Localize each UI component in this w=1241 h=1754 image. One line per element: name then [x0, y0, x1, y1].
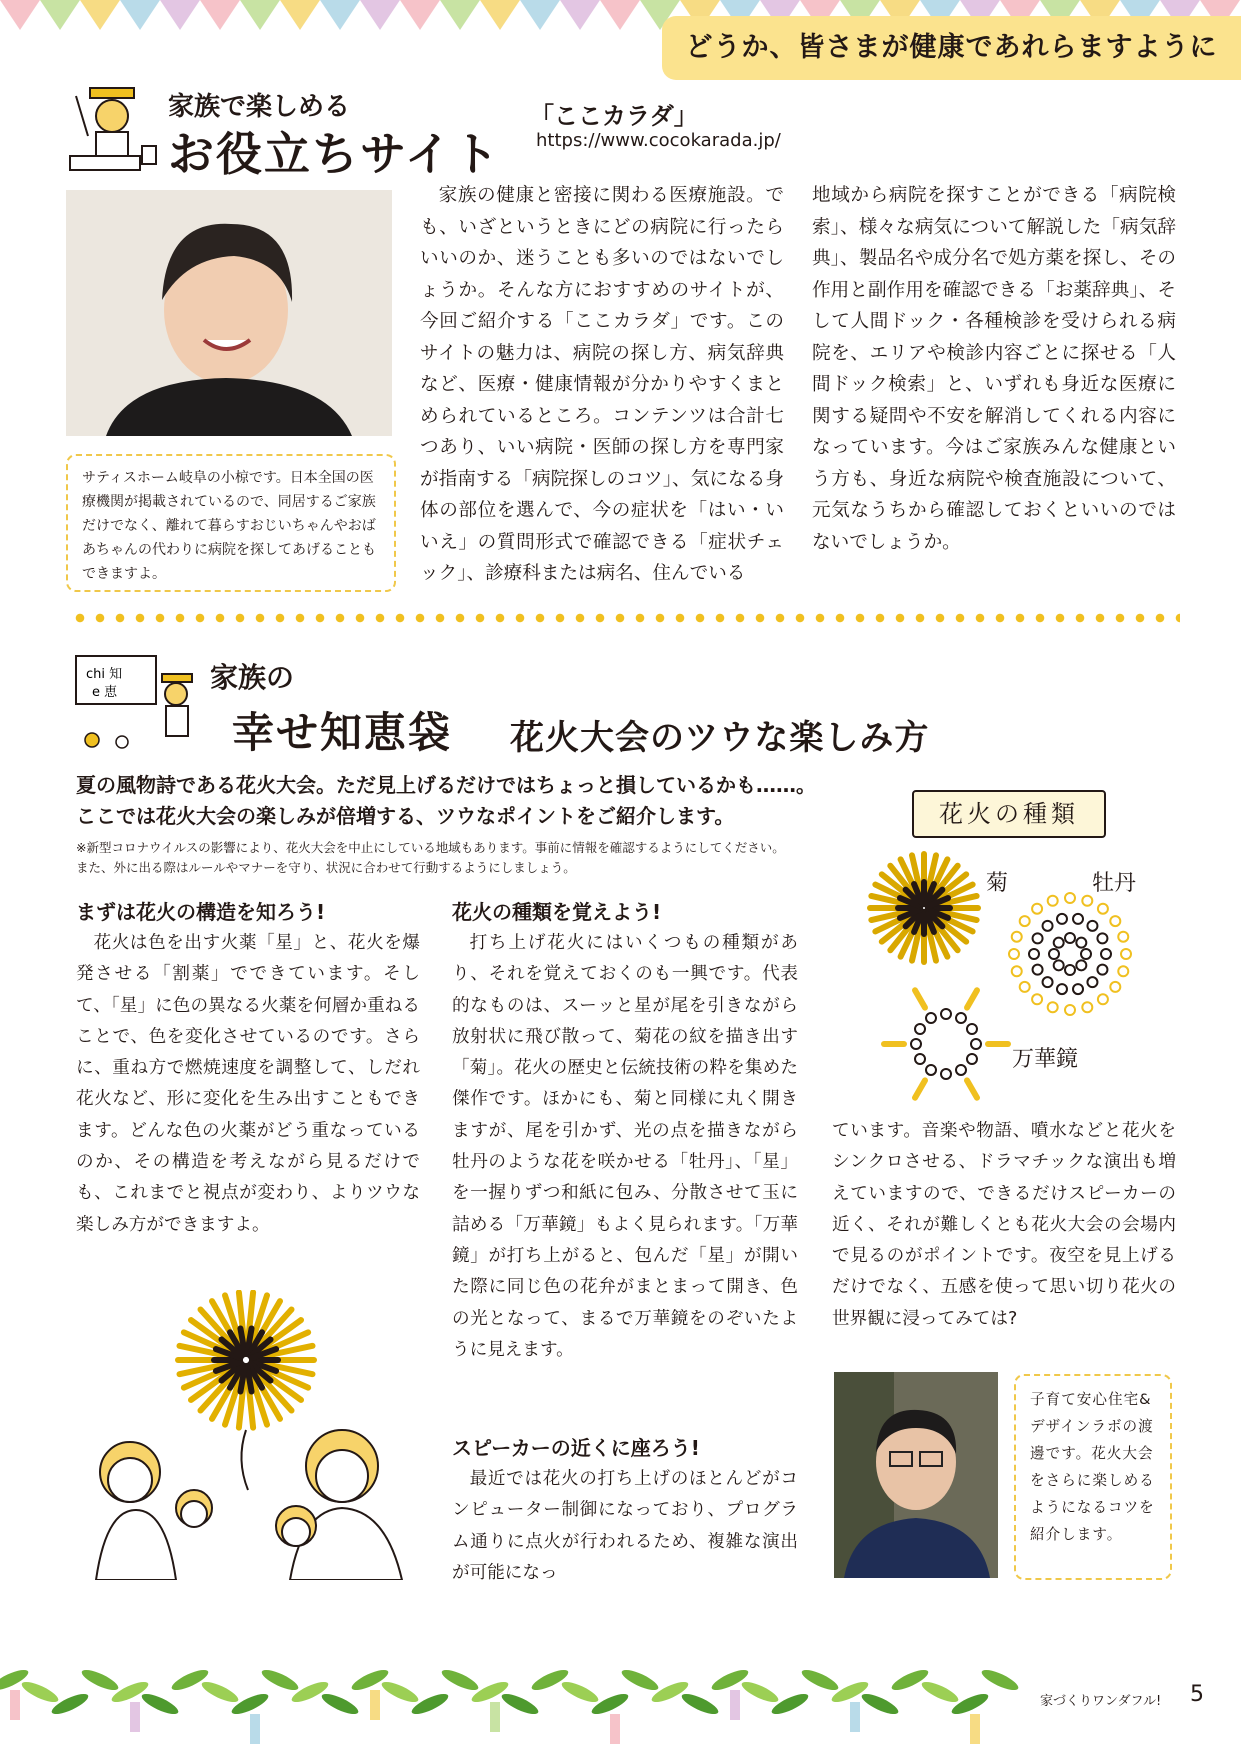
section1-col2: 地域から病院を探すことができる「病院検索」、様々な病気について解説した「病気辞典」、製品名や成分名で処方薬を探し、その作用と副作用を確認できる「お薬辞典」、そして人間ドック・各種検診を受けられる病院を、エリアや検診内容ごとに探せる「人間ドック検索」と、いずれも身近な医療に関する疑問や不安を解消してくれる内容になっています。今はご家族みんな健康という方も、身近な病院や検査施設について、元気なうちから確認しておくといいのではないでしょうか。	[812, 185, 1176, 553]
professor-icon	[66, 86, 166, 176]
svg-text:e 恵: e 恵	[92, 685, 118, 700]
text-types: 打ち上げ花火にはいくつもの種類があり、それを覚えておくのも一興です。代表的なものは、スーッと星が尾を引きながら放射状に飛び散って、菊花の紋を描き出す「菊」。花火の歴史と伝統技術の粋を集めた傑作です。ほかにも、菊と同様に丸く開きますが、尾を引かず、光の点を描きながら牡丹のような花を咲かせる「牡丹」、「星」を一握りずつ和紙に包み、分散させて玉に詰める「万華鏡」もよく見られます。「万華鏡」が打ち上がると、包んだ「星」が開いた際に同じ色の花弁がまとまって開き、色の光となって、まるで万華鏡をのぞいたように見えます。	[452, 933, 798, 1360]
section2-title: 幸せ知恵袋	[232, 708, 453, 757]
blackboard-professor-icon	[72, 652, 200, 752]
family-watching-fireworks-illustration	[76, 1290, 416, 1580]
section1-title: お役立ちサイト	[168, 127, 501, 181]
label-mangekyo: 万華鏡	[1012, 1047, 1079, 1072]
header-banner: どうか、皆さまが健康であれらますように	[662, 16, 1241, 80]
dotted-divider	[70, 612, 1180, 624]
fireworks-types-label: 花火の種類	[912, 790, 1106, 838]
section1-col1: 家族の健康と密接に関わる医療施設。でも、いざというときにどの病院に行ったらいいのか、迷うことも多いのではないでしょうか。そんな方におすすめのサイトが、今回ご紹介する「ここカラダ」です。このサイトの魅力は、病院の探し方、病気辞典など、医療・健康情報が分かりやすくまとめられているところ。コンテンツは合計七つあり、いい病院・医師の探し方を専門家が指南する「病院探しのコツ」、気になる身体の部位を選んで、今の症状を「はい・いいえ」の質問形式で確認できる「症状チェック」、診療科または病名、住んでいる	[420, 185, 784, 584]
text-structure: 花火は色を出す火薬「星」と、花火を爆発させる「割薬」でできています。そして、「星」に色の異なる火薬を何層か重ねることで、色を変化させているのです。さらに、重ね方で燃焼速度を調整して、しだれ花火など、形に変化を生み出すこともできます。どんな色の火薬がどう重なっているのか、その構造を考えながら見るだけでも、これまでと視点が変わり、よりツウな楽しみ方ができますよ。	[76, 933, 420, 1235]
staff-caption: サティスホーム岐阜の小椋です。日本全国の医療機関が掲載されているので、同居するご家族だけでなく、離れて暮らすおじいちゃんやおばあちゃんの代わりに病院を探してあげることもできますよ。	[66, 454, 396, 592]
heading-structure: まずは花火の構造を知ろう!	[76, 900, 326, 924]
label-botan: 牡丹	[1092, 871, 1137, 896]
tanabata-bamboo-decoration	[0, 1650, 1020, 1754]
section1-subtitle: 家族で楽しめる	[168, 92, 351, 122]
note-line-1: ※新型コロナウイルスの影響により、花火大会を中止にしている地域もあります。事前に情報を確認するようにしてください。	[76, 840, 785, 855]
svg-text:chi 知: chi 知	[86, 667, 123, 682]
section2-subtitle: 家族の	[210, 661, 295, 694]
page-number: 5	[1190, 1682, 1204, 1707]
staff-caption-2: 子育て安心住宅&デザインラボの渡邊です。花火大会をさらに楽しめるようになるコツを紹介します。	[1014, 1374, 1172, 1580]
site-name: 「ここカラダ」	[530, 102, 698, 130]
staff-photo-watanabe	[834, 1372, 998, 1578]
lead-line-2: ここでは花火大会の楽しみが倍増する、ツウなポイントをご紹介します。	[76, 804, 735, 828]
text-right-continued: ています。音楽や物語、噴水などと花火をシンクロさせる、ドラマチックな演出も増えていますので、できるだけスピーカーの近く、それが難しくとも花火大会の会場内で見るのがポイントです。夜空を見上げるだけでなく、五感を使って思い切り花火の世界観に浸ってみては?	[832, 1121, 1176, 1329]
heading-speaker: スピーカーの近くに座ろう!	[452, 1436, 700, 1460]
note-line-2: また、外に出る際はルールやマナーを守り、状況に合わせて行動するようにしましょう。	[76, 860, 576, 875]
section2-topic: 花火大会のツウな楽しみ方	[510, 718, 930, 758]
text-speaker: 最近では花火の打ち上げのほとんどがコンピューター制御になっており、プログラム通りに点火が行われるため、複雑な演出が可能になっ	[452, 1469, 798, 1583]
magazine-name: 家づくりワンダフル!	[1040, 1694, 1162, 1709]
site-url[interactable]: https://www.cocokarada.jp/	[536, 130, 781, 151]
label-kiku: 菊	[986, 871, 1009, 896]
heading-types: 花火の種類を覚えよう!	[452, 900, 662, 924]
staff-photo-ogura	[66, 190, 392, 436]
lead-line-1: 夏の風物詩である花火大会。ただ見上げるだけではちょっと損しているかも……。	[76, 773, 816, 797]
